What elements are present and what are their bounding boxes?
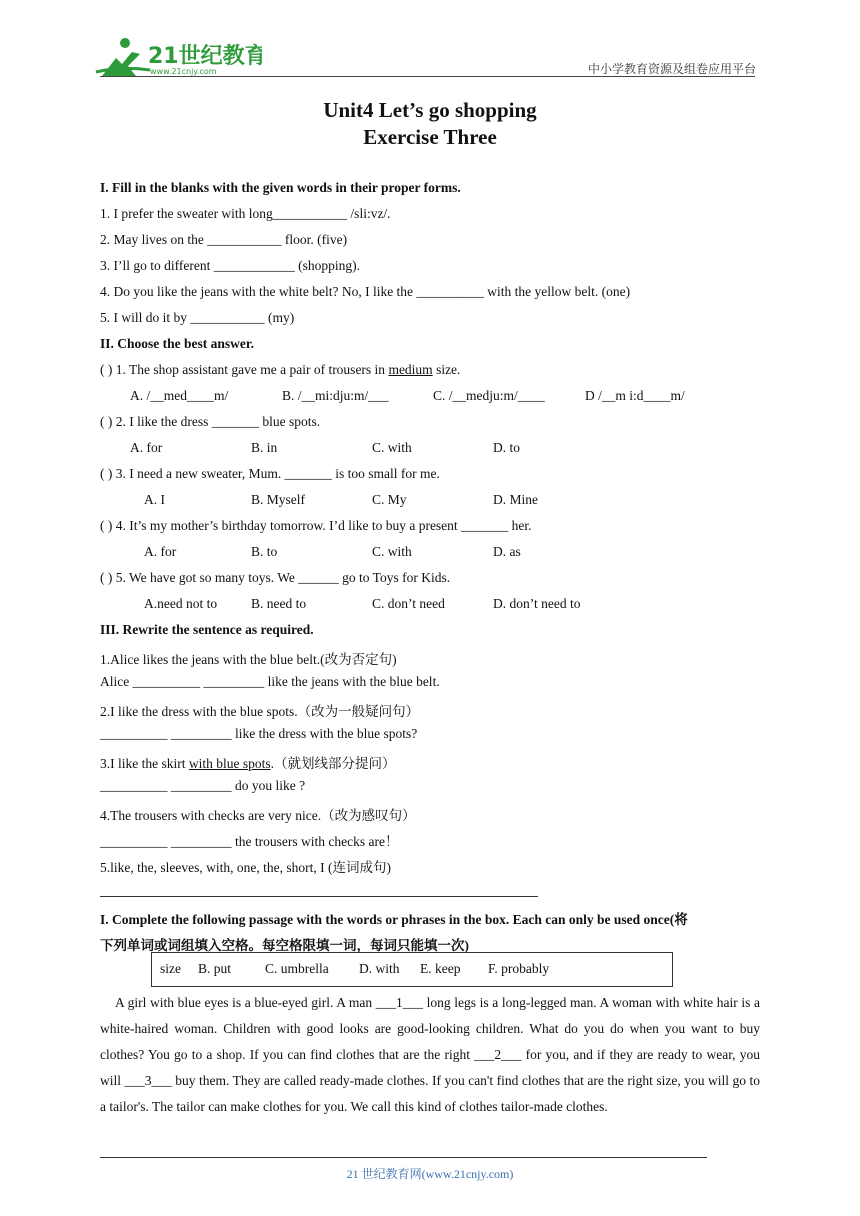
s2-q1-pre: ( ) 1. The shop assistant gave me a pair of trousers in <box>100 362 389 377</box>
s2-q5-option-a: A.need not to <box>144 596 218 611</box>
s2-question-2: ( ) 2. I like the dress _______ blue spots. <box>100 414 321 429</box>
word-box-item-1: size <box>160 961 181 976</box>
s3-line-5 <box>100 752 396 772</box>
s1-item-1: 1. I prefer the sweater with long___________ /sli:vz/. <box>100 206 391 221</box>
s2-q4-option-d: D. as <box>493 544 521 559</box>
s2-question-5: ( ) 5. We have got so many toys. We ______ go to Toys for Kids. <box>100 570 451 585</box>
word-box-item-6: F. probably <box>488 961 550 976</box>
site-logo <box>92 36 262 78</box>
header-platform-text: 中小学教育资源及组卷应用平台 <box>587 62 756 76</box>
s2-q3-option-a: A. I <box>144 492 165 507</box>
s2-q2-option-d: D. to <box>493 440 520 455</box>
answer-line <box>100 896 538 897</box>
s2-q3-option-b: B. Myself <box>251 492 305 507</box>
word-box-item-2: B. put <box>198 961 232 976</box>
word-box <box>151 952 673 987</box>
word-box-item-5: E. keep <box>420 961 461 976</box>
s2-q3-option-d: D. Mine <box>493 492 538 507</box>
s2-q2-option-a: A. for <box>130 440 163 455</box>
s3-line-5-pre: 3.I like the skirt <box>100 756 189 771</box>
reading-passage <box>100 990 760 1120</box>
s2-q2-option-c: C. with <box>372 440 412 455</box>
header-divider <box>100 76 755 77</box>
section1-heading: I. Fill in the blanks with the given words in their proper forms. <box>100 180 461 195</box>
s3-line-8: __________ _________ the trousers with checks are！ <box>100 834 399 849</box>
page-title: Unit4 Let’s go shopping <box>323 98 537 122</box>
section4-heading-line1: I. Complete the following passage with the words or phrases in the box. Each can only be used once(将 <box>100 912 688 927</box>
s2-q4-option-c: C. with <box>372 544 412 559</box>
s3-line-4: __________ _________ like the dress with the blue spots? <box>100 726 418 741</box>
s2-q4-option-b: B. to <box>251 544 278 559</box>
s2-question-3: ( ) 3. I need a new sweater, Mum. _______ is too small for me. <box>100 466 440 481</box>
s2-question-1 <box>100 362 460 378</box>
footer-divider <box>100 1157 707 1158</box>
s2-q3-option-c: C. My <box>372 492 407 507</box>
s1-item-3: 3. I’ll go to different ____________ (shopping). <box>100 258 360 273</box>
s2-q1-option-a: A. /__med____m/ <box>130 388 229 403</box>
s3-line-7: 4.The trousers with checks are very nice.（改为感叹句） <box>100 808 416 823</box>
svg-text:www.21cnjy.com: www.21cnjy.com <box>150 67 217 76</box>
section3-heading: III. Rewrite the sentence as required. <box>100 622 314 637</box>
s3-line-5-post: .（就划线部分提问） <box>270 756 396 771</box>
s2-q4-option-a: A. for <box>144 544 177 559</box>
s2-q1-option-b: B. /__mi:dju:m/___ <box>282 388 389 403</box>
s3-line-2: Alice __________ _________ like the jeans with the blue belt. <box>100 674 440 689</box>
s2-q5-option-b: B. need to <box>251 596 307 611</box>
s2-q1-post: size. <box>432 362 461 377</box>
s3-line-6: __________ _________ do you like ? <box>100 778 306 793</box>
s3-line-9: 5.like, the, sleeves, with, one, the, short, I (连词成句) <box>100 860 391 875</box>
section4-heading-line2: 下列单词或词组填入空格。每空格限填一词，每词只能填一次) <box>100 938 469 953</box>
s3-line-3: 2.I like the dress with the blue spots.（改为一般疑问句） <box>100 704 420 719</box>
s3-line-1: 1.Alice likes the jeans with the blue belt.(改为否定句) <box>100 652 397 667</box>
s2-q1-option-c: C. /__medju:m/____ <box>433 388 545 403</box>
s1-item-4: 4. Do you like the jeans with the white belt? No, I like the __________ with the yellow belt. (one) <box>100 284 631 299</box>
footer-text: 21 世纪教育网(www.21cnjy.com) <box>346 1167 514 1181</box>
passage-text: A girl with blue eyes is a blue-eyed girl. A man ___1___ long legs is a long-legged man. A woman with white hair is a white-haired woman. Children with good looks are good-looking children. What do you do when you want to buy clothes? You go to a shop. If you can find clothes that are the right ___2___ for you, and if they are ready to wear, you will ___3___ buy them. They are called ready-made clothes. If you can't find clothes that are the right size, you will go to a tailor's. The tailor can make clothes for you. We call this kind of clothes tailor-made clothes. <box>100 995 760 1114</box>
s1-item-2: 2. May lives on the ___________ floor. (five) <box>100 232 348 247</box>
s1-item-5: 5. I will do it by ___________ (my) <box>100 310 295 325</box>
section2-heading: II. Choose the best answer. <box>100 336 255 351</box>
svg-text:21世纪教育: 21世纪教育 <box>148 44 262 69</box>
s2-q2-option-b: B. in <box>251 440 278 455</box>
s2-q1-underlined: medium <box>388 362 433 377</box>
word-box-item-4: D. with <box>359 961 400 976</box>
word-box-item-3: C. umbrella <box>265 961 329 976</box>
s2-q5-option-c: C. don’t need <box>372 596 445 611</box>
page-subtitle: Exercise Three <box>363 125 497 149</box>
s2-question-4: ( ) 4. It’s my mother’s birthday tomorrow. I’d like to buy a present _______ her. <box>100 518 532 533</box>
s2-q5-option-d: D. don’t need to <box>493 596 581 611</box>
s2-q1-option-d: D /__m i:d____m/ <box>585 388 685 403</box>
s3-line-5-underlined: with blue spots <box>188 756 271 771</box>
